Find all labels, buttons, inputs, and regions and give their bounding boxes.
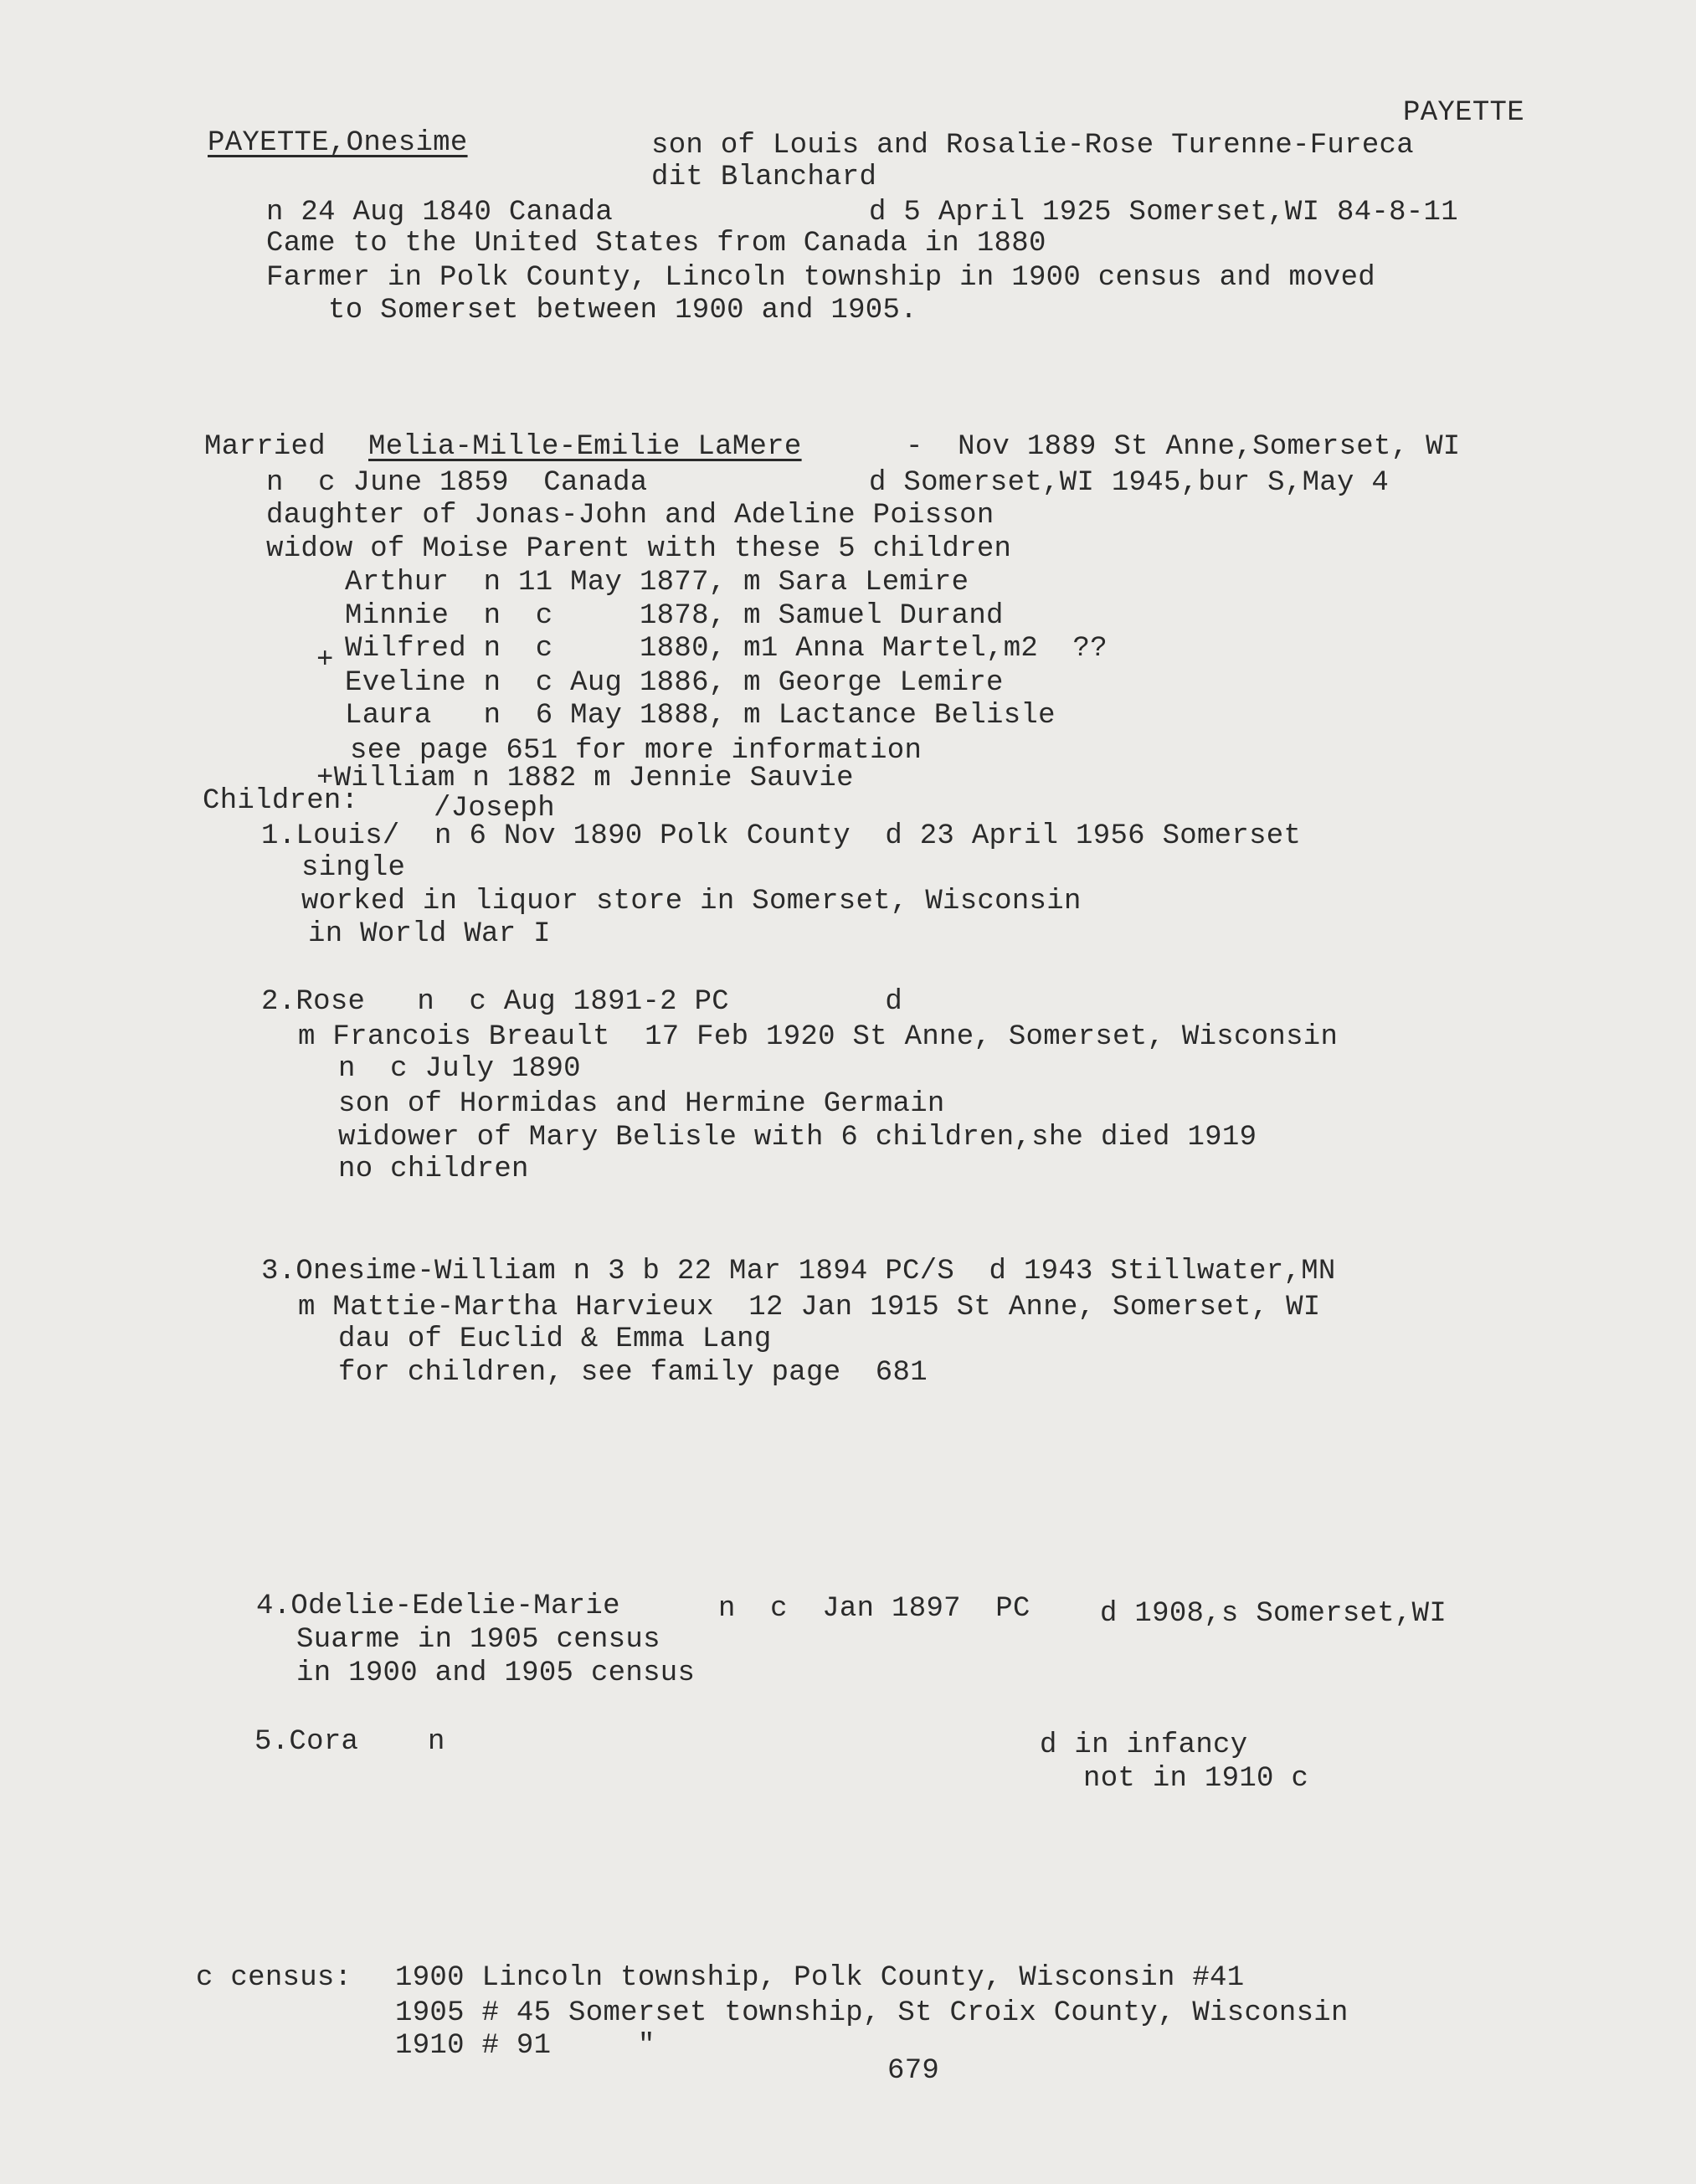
child-2-line: m Francois Breault 17 Feb 1920 St Anne, Somerset, Wisconsin [298, 1021, 1339, 1053]
subject-immigration: Came to the United States from Canada in 1880 [266, 228, 1046, 260]
prior-child-row: Arthur n 11 May 1877, m Sara Lemire [345, 567, 969, 599]
william-note: +William n 1882 m Jennie Sauvie [316, 763, 854, 794]
joseph-note: /Joseph [434, 793, 555, 825]
subject-name: PAYETTE,Onesime [208, 127, 468, 159]
child-4-death: d 1908,s Somerset,WI [1100, 1598, 1447, 1630]
subject-occupation: Farmer in Polk County, Lincoln township in 1900 census and moved [266, 262, 1376, 294]
spouse-name: Melia-Mille-Emilie LaMere [368, 431, 802, 463]
prior-child-row: Laura n 6 May 1888, m Lactance Belisle [345, 700, 1056, 732]
child-5-name: 5.Cora n [254, 1726, 445, 1758]
child-3-line: m Mattie-Martha Harvieux 12 Jan 1915 St Anne, Somerset, WI [298, 1292, 1321, 1323]
prior-child-row: Minnie n c 1878, m Samuel Durand [345, 600, 1004, 632]
child-2-line: no children [338, 1154, 529, 1185]
child-4-line: Suarme in 1905 census [296, 1624, 660, 1656]
child-4-name: 4.Odelie-Edelie-Marie [256, 1590, 620, 1622]
child-1-line: in World War I [308, 918, 551, 950]
marriage-details: - Nov 1889 St Anne,Somerset, WI [906, 431, 1461, 463]
surname-heading: PAYETTE [1403, 97, 1524, 129]
child-3-main: 3.Onesime-William n 3 b 22 Mar 1894 PC/S d 1943 Stillwater,MN [261, 1256, 1336, 1287]
child-1-main: 1.Louis/ n 6 Nov 1890 Polk County d 23 April 1956 Somerset [261, 820, 1302, 852]
married-label: Married [204, 431, 326, 463]
child-1-line: single [301, 852, 406, 884]
see-page-note: see page 651 for more information [350, 735, 923, 767]
child-2-line: son of Hormidas and Hermine Germain [338, 1088, 945, 1120]
subject-death: d 5 April 1925 Somerset,WI 84-8-11 [869, 197, 1458, 229]
child-5-line: not in 1910 c [1083, 1763, 1309, 1795]
census-line: 1900 Lincoln township, Polk County, Wisconsin #41 [395, 1962, 1245, 1994]
census-label: c census: [196, 1962, 352, 1994]
prior-child-row: Eveline n c Aug 1886, m George Lemire [345, 667, 1004, 699]
page-number: 679 [887, 2055, 940, 2087]
spouse-birth: n c June 1859 Canada [266, 467, 648, 499]
child-4-line: in 1900 and 1905 census [296, 1657, 696, 1689]
spouse-widow-note: widow of Moise Parent with these 5 children [266, 533, 1012, 565]
parents-line-2: dit Blanchard [651, 162, 877, 193]
child-5-death: d in infancy [1040, 1729, 1248, 1761]
child-4-birth: n c Jan 1897 PC [718, 1593, 1030, 1625]
spouse-death: d Somerset,WI 1945,bur S,May 4 [869, 467, 1390, 499]
census-line: 1910 # 91 " [395, 2030, 655, 2062]
spouse-parents: daughter of Jonas-John and Adeline Poisson [266, 500, 994, 532]
child-2-line: widower of Mary Belisle with 6 children,she died 1919 [338, 1122, 1257, 1154]
child-2-line: n c July 1890 [338, 1053, 581, 1085]
child-3-line: dau of Euclid & Emma Lang [338, 1323, 772, 1355]
subject-moved: to Somerset between 1900 and 1905. [328, 295, 917, 326]
census-line: 1905 # 45 Somerset township, St Croix County, Wisconsin [395, 1997, 1349, 2029]
prior-child-row: Wilfred n c 1880, m1 Anna Martel,m2 ?? [345, 633, 1108, 665]
subject-birth: n 24 Aug 1840 Canada [266, 197, 614, 229]
child-1-line: worked in liquor store in Somerset, Wisconsin [301, 886, 1082, 917]
plus-mark: + [316, 645, 334, 676]
parents-line-1: son of Louis and Rosalie-Rose Turenne-Fureca [651, 130, 1414, 162]
children-label: Children: [203, 785, 359, 817]
child-2-main: 2.Rose n c Aug 1891-2 PC d [261, 986, 903, 1018]
child-3-line: for children, see family page 681 [338, 1357, 928, 1389]
